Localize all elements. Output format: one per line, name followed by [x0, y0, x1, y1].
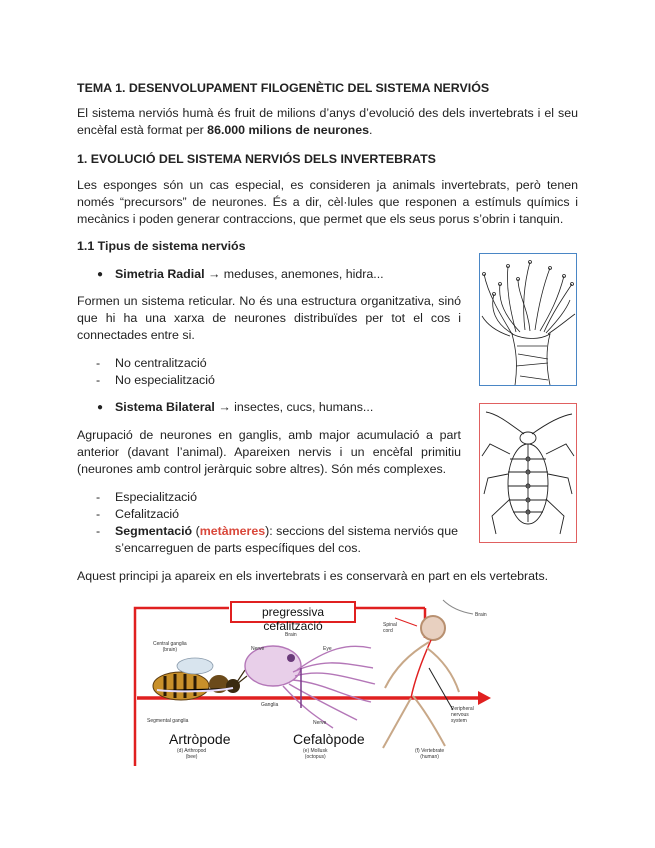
octopus-label-nerve2: Nerve [313, 720, 327, 726]
bee-caption: (d) Arthropod (bee) [177, 748, 207, 760]
octopus-label-brain: Brain [285, 632, 297, 638]
dash: - [96, 373, 101, 387]
list-item: No centralització [115, 356, 207, 370]
bullet-radial: ● [97, 269, 104, 280]
bee-label-segmental: Segmental ganglia [147, 718, 189, 724]
sponges-paragraph: Les esponges són un cas especial, es consideren ja animals invertebrats, però tenen només “precursors” de neurones. És a dir, cèl·lules que responen a estímuls químics i mecànics i poden generar contraccions, que permet que els seus porus s’obrin i tanquin. [77, 178, 578, 226]
bilateral-line: Sistema Bilateral → insectes, cucs, humans... [115, 400, 374, 414]
section-heading: 1. EVOLUCIÓ DEL SISTEMA NERVIÓS DELS INVERTEBRATS [77, 152, 436, 166]
human-label-spinal: Spinal cord [383, 622, 397, 634]
subsection-heading: 1.1 Tipus de sistema nerviós [77, 239, 246, 253]
cephalization-figure [133, 598, 493, 766]
octopus-label-nerve: Nerve [251, 646, 265, 652]
list-item: No especialització [115, 373, 215, 387]
dash: - [96, 356, 101, 370]
neuron-count: 86.000 milions de neurones [207, 123, 370, 137]
anemone-icon [480, 254, 576, 385]
insect-image [479, 403, 577, 543]
label-arthropod: Artròpode [169, 731, 231, 747]
bullet-bilateral: ● [97, 402, 104, 413]
label-cephalopod: Cefalòpode [293, 731, 365, 747]
list-item-segmentation: Segmentació (metàmeres): seccions del sistema nerviós que s’encarreguen de parts específiques del cos. [115, 524, 458, 555]
bee-label-central: Central ganglia (brain) [153, 641, 187, 653]
octopus-icon [245, 646, 375, 728]
bee-icon [153, 658, 247, 700]
octopus-label-eye: Eye [323, 646, 332, 652]
octopus-caption: (e) Mollusk (octopus) [303, 748, 328, 760]
human-caption: (f) Vertebrate (human) [415, 748, 445, 760]
dash: - [96, 524, 101, 538]
insect-nervous-system-icon [480, 404, 576, 542]
closing-paragraph: Aquest principi ja apareix en els invertebrats i es conservarà en part en els vertebrats. [77, 569, 549, 583]
metameres-term: metàmeres [199, 524, 266, 538]
octopus-label-ganglia: Ganglia [261, 702, 279, 708]
human-label-pns: Peripheral nervous system [451, 706, 474, 724]
dash: - [96, 490, 101, 504]
list-item: Especialització [115, 490, 197, 504]
radial-line: Simetria Radial → meduses, anemones, hidra... [115, 267, 384, 281]
intro-paragraph: El sistema nerviós humà és fruit de milions d’anys d’evolució des dels invertebrats i el seu encèfal està format per 86.000 milions de neurones. [77, 106, 578, 137]
page-title: TEMA 1. DESENVOLUPAMENT FILOGENÈTIC DEL SISTEMA NERVIÓS [77, 81, 490, 95]
anemone-image [479, 253, 577, 386]
bilateral-paragraph: Agrupació de neurones en ganglis, amb major acumulació a part anterior (davant l’animal). Apareixen nervis i un encèfal primitiu (neurones amb control jeràrquic sobre altres). Són més complexes. [77, 428, 461, 476]
list-item: Cefalització [115, 507, 180, 521]
figure-banner: pregressiva cefalització [261, 605, 325, 633]
radial-paragraph: Formen un sistema reticular. No és una estructura organitzativa, sinó que hi ha una xarxa de neurones distribuïdes per tot el cos i connectades entre si. [77, 294, 461, 342]
dash: - [96, 507, 101, 521]
human-label-brain: Brain [475, 612, 487, 618]
